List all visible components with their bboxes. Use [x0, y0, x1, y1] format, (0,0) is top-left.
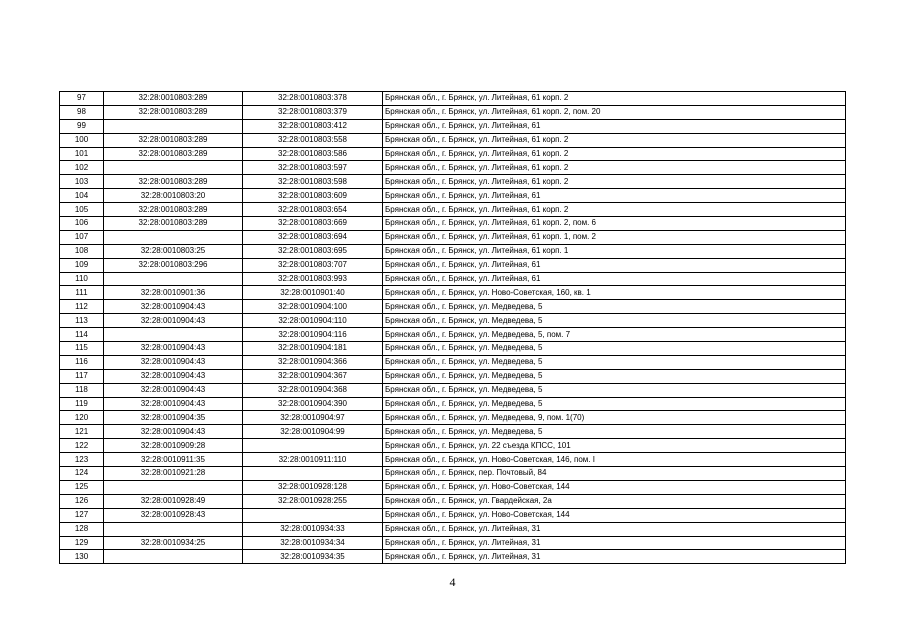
cadastral-number-cell: 32:28:0010904:99 [243, 425, 383, 439]
row-number-cell: 115 [60, 342, 104, 356]
row-number-cell: 105 [60, 203, 104, 217]
table-row [60, 314, 846, 328]
row-number-cell: 101 [60, 147, 104, 161]
table-row [60, 92, 846, 106]
table-row [60, 272, 846, 286]
row-number-cell: 126 [60, 494, 104, 508]
table-row [60, 508, 846, 522]
address-cell: Брянская обл., г. Брянск, ул. Литейная, 61 корп. 2 [383, 147, 846, 161]
parent-cadastral-number-cell: 32:28:0010911:35 [104, 453, 243, 467]
parent-cadastral-number-cell [104, 272, 243, 286]
cadastral-number-cell: 32:28:0010803:586 [243, 147, 383, 161]
parent-cadastral-number-cell: 32:28:0010803:289 [104, 147, 243, 161]
parent-cadastral-number-cell: 32:28:0010904:43 [104, 397, 243, 411]
address-cell: Брянская обл., г. Брянск, ул. 22 съезда КПСС, 101 [383, 439, 846, 453]
cadastral-number-cell: 32:28:0010904:110 [243, 314, 383, 328]
address-cell: Брянская обл., г. Брянск, ул. Медведева, 9, пом. 1(70) [383, 411, 846, 425]
cadastral-number-cell: 32:28:0010928:255 [243, 494, 383, 508]
parent-cadastral-number-cell: 32:28:0010803:289 [104, 133, 243, 147]
table-row [60, 147, 846, 161]
cadastral-number-cell: 32:28:0010904:181 [243, 342, 383, 356]
address-cell: Брянская обл., г. Брянск, ул. Медведева, 5 [383, 397, 846, 411]
address-cell: Брянская обл., г. Брянск, ул. Литейная, 61 корп. 2 [383, 133, 846, 147]
cadastral-number-cell: 32:28:0010904:390 [243, 397, 383, 411]
row-number-cell: 103 [60, 175, 104, 189]
cadastral-number-cell: 32:28:0010803:558 [243, 133, 383, 147]
row-number-cell: 125 [60, 480, 104, 494]
row-number-cell: 113 [60, 314, 104, 328]
address-cell: Брянская обл., г. Брянск, ул. Литейная, 61 корп. 2 [383, 175, 846, 189]
cadastral-number-cell: 32:28:0010904:116 [243, 328, 383, 342]
address-cell: Брянская обл., г. Брянск, ул. Медведева, 5 [383, 342, 846, 356]
table-row [60, 244, 846, 258]
table-row [60, 258, 846, 272]
cadastral-number-cell [243, 467, 383, 481]
table-row [60, 453, 846, 467]
table-row [60, 439, 846, 453]
table-row [60, 494, 846, 508]
cadastral-number-cell: 32:28:0010803:412 [243, 119, 383, 133]
table-row [60, 355, 846, 369]
row-number-cell: 114 [60, 328, 104, 342]
cadastral-number-cell: 32:28:0010901:40 [243, 286, 383, 300]
row-number-cell: 130 [60, 550, 104, 564]
row-number-cell: 127 [60, 508, 104, 522]
table-row [60, 411, 846, 425]
registry-table-body [60, 92, 846, 564]
row-number-cell: 111 [60, 286, 104, 300]
table-row [60, 383, 846, 397]
row-number-cell: 129 [60, 536, 104, 550]
row-number-cell: 119 [60, 397, 104, 411]
table-row [60, 369, 846, 383]
table-row [60, 536, 846, 550]
cadastral-number-cell: 32:28:0010803:597 [243, 161, 383, 175]
cadastral-number-cell: 32:28:0010904:366 [243, 355, 383, 369]
parent-cadastral-number-cell: 32:28:0010904:43 [104, 300, 243, 314]
address-cell: Брянская обл., г. Брянск, ул. Литейная, 61 [383, 272, 846, 286]
cadastral-number-cell: 32:28:0010904:97 [243, 411, 383, 425]
address-cell: Брянская обл., г. Брянск, ул. Медведева, 5, пом. 7 [383, 328, 846, 342]
address-cell: Брянская обл., г. Брянск, ул. Литейная, 31 [383, 536, 846, 550]
cadastral-number-cell: 32:28:0010803:993 [243, 272, 383, 286]
row-number-cell: 107 [60, 230, 104, 244]
address-cell: Брянская обл., г. Брянск, ул. Медведева, 5 [383, 425, 846, 439]
cadastral-number-cell: 32:28:0010803:695 [243, 244, 383, 258]
table-row [60, 161, 846, 175]
address-cell: Брянская обл., г. Брянск, ул. Литейная, 61 [383, 258, 846, 272]
page-number: 4 [449, 575, 456, 589]
cadastral-number-cell: 32:28:0010803:609 [243, 189, 383, 203]
row-number-cell: 98 [60, 105, 104, 119]
parent-cadastral-number-cell [104, 522, 243, 536]
address-cell: Брянская обл., г. Брянск, ул. Литейная, 61 корп. 1, пом. 2 [383, 230, 846, 244]
row-number-cell: 100 [60, 133, 104, 147]
row-number-cell: 102 [60, 161, 104, 175]
row-number-cell: 106 [60, 217, 104, 231]
row-number-cell: 118 [60, 383, 104, 397]
row-number-cell: 124 [60, 467, 104, 481]
row-number-cell: 110 [60, 272, 104, 286]
row-number-cell: 99 [60, 119, 104, 133]
parent-cadastral-number-cell [104, 550, 243, 564]
cadastral-number-cell: 32:28:0010928:128 [243, 480, 383, 494]
cadastral-number-cell: 32:28:0010803:378 [243, 92, 383, 106]
row-number-cell: 108 [60, 244, 104, 258]
row-number-cell: 117 [60, 369, 104, 383]
address-cell: Брянская обл., г. Брянск, ул. Ново-Советская, 160, кв. 1 [383, 286, 846, 300]
parent-cadastral-number-cell: 32:28:0010904:43 [104, 355, 243, 369]
table-row [60, 133, 846, 147]
row-number-cell: 112 [60, 300, 104, 314]
address-cell: Брянская обл., г. Брянск, ул. Медведева, 5 [383, 383, 846, 397]
address-cell: Брянская обл., г. Брянск, ул. Литейная, 61 [383, 189, 846, 203]
address-cell: Брянская обл., г. Брянск, ул. Литейная, 61 корп. 1 [383, 244, 846, 258]
parent-cadastral-number-cell [104, 230, 243, 244]
address-cell: Брянская обл., г. Брянск, пер. Почтовый, 84 [383, 467, 846, 481]
parent-cadastral-number-cell: 32:28:0010803:25 [104, 244, 243, 258]
parent-cadastral-number-cell: 32:28:0010803:289 [104, 217, 243, 231]
row-number-cell: 104 [60, 189, 104, 203]
cadastral-number-cell: 32:28:0010911:110 [243, 453, 383, 467]
table-row [60, 397, 846, 411]
cadastral-number-cell: 32:28:0010904:100 [243, 300, 383, 314]
address-cell: Брянская обл., г. Брянск, ул. Ново-Советская, 144 [383, 480, 846, 494]
cadastral-number-cell: 32:28:0010803:707 [243, 258, 383, 272]
address-cell: Брянская обл., г. Брянск, ул. Ново-Советская, 144 [383, 508, 846, 522]
parent-cadastral-number-cell: 32:28:0010803:289 [104, 92, 243, 106]
address-cell: Брянская обл., г. Брянск, ул. Литейная, 61 корп. 2 [383, 92, 846, 106]
parent-cadastral-number-cell: 32:28:0010904:43 [104, 342, 243, 356]
table-row [60, 189, 846, 203]
parent-cadastral-number-cell: 32:28:0010904:35 [104, 411, 243, 425]
row-number-cell: 128 [60, 522, 104, 536]
registry-table [59, 91, 846, 564]
cadastral-number-cell [243, 439, 383, 453]
table-row [60, 203, 846, 217]
table-row [60, 217, 846, 231]
cadastral-number-cell: 32:28:0010803:598 [243, 175, 383, 189]
address-cell: Брянская обл., г. Брянск, ул. Литейная, 61 корп. 2 [383, 203, 846, 217]
address-cell: Брянская обл., г. Брянск, ул. Медведева, 5 [383, 369, 846, 383]
table-row [60, 105, 846, 119]
parent-cadastral-number-cell [104, 161, 243, 175]
table-row [60, 522, 846, 536]
cadastral-number-cell: 32:28:0010934:35 [243, 550, 383, 564]
address-cell: Брянская обл., г. Брянск, ул. Литейная, 61 корп. 2, пом. 20 [383, 105, 846, 119]
table-row [60, 300, 846, 314]
parent-cadastral-number-cell: 32:28:0010904:43 [104, 369, 243, 383]
row-number-cell: 97 [60, 92, 104, 106]
parent-cadastral-number-cell [104, 480, 243, 494]
table-row [60, 286, 846, 300]
address-cell: Брянская обл., г. Брянск, ул. Ново-Советская, 146, пом. I [383, 453, 846, 467]
address-cell: Брянская обл., г. Брянск, ул. Литейная, 31 [383, 522, 846, 536]
parent-cadastral-number-cell: 32:28:0010803:289 [104, 203, 243, 217]
table-row [60, 550, 846, 564]
parent-cadastral-number-cell [104, 119, 243, 133]
parent-cadastral-number-cell: 32:28:0010928:43 [104, 508, 243, 522]
parent-cadastral-number-cell [104, 328, 243, 342]
parent-cadastral-number-cell: 32:28:0010803:296 [104, 258, 243, 272]
parent-cadastral-number-cell: 32:28:0010909:28 [104, 439, 243, 453]
row-number-cell: 120 [60, 411, 104, 425]
address-cell: Брянская обл., г. Брянск, ул. Литейная, 61 корп. 2 [383, 161, 846, 175]
parent-cadastral-number-cell: 32:28:0010934:25 [104, 536, 243, 550]
table-row [60, 175, 846, 189]
table-row [60, 467, 846, 481]
parent-cadastral-number-cell: 32:28:0010803:289 [104, 175, 243, 189]
parent-cadastral-number-cell: 32:28:0010928:49 [104, 494, 243, 508]
parent-cadastral-number-cell: 32:28:0010904:43 [104, 425, 243, 439]
cadastral-number-cell: 32:28:0010904:368 [243, 383, 383, 397]
parent-cadastral-number-cell: 32:28:0010803:289 [104, 105, 243, 119]
table-row [60, 480, 846, 494]
address-cell: Брянская обл., г. Брянск, ул. Медведева, 5 [383, 355, 846, 369]
parent-cadastral-number-cell: 32:28:0010904:43 [104, 314, 243, 328]
row-number-cell: 109 [60, 258, 104, 272]
cadastral-number-cell: 32:28:0010904:367 [243, 369, 383, 383]
cadastral-number-cell: 32:28:0010803:654 [243, 203, 383, 217]
row-number-cell: 123 [60, 453, 104, 467]
table-row [60, 230, 846, 244]
table-row [60, 119, 846, 133]
table-row [60, 342, 846, 356]
table-row [60, 425, 846, 439]
cadastral-number-cell: 32:28:0010803:694 [243, 230, 383, 244]
parent-cadastral-number-cell: 32:28:0010901:36 [104, 286, 243, 300]
row-number-cell: 122 [60, 439, 104, 453]
row-number-cell: 121 [60, 425, 104, 439]
address-cell: Брянская обл., г. Брянск, ул. Медведева, 5 [383, 314, 846, 328]
table-row [60, 328, 846, 342]
cadastral-number-cell [243, 508, 383, 522]
parent-cadastral-number-cell: 32:28:0010803:20 [104, 189, 243, 203]
cadastral-number-cell: 32:28:0010934:33 [243, 522, 383, 536]
parent-cadastral-number-cell: 32:28:0010921:28 [104, 467, 243, 481]
address-cell: Брянская обл., г. Брянск, ул. Литейная, 61 [383, 119, 846, 133]
address-cell: Брянская обл., г. Брянск, ул. Медведева, 5 [383, 300, 846, 314]
cadastral-number-cell: 32:28:0010934:34 [243, 536, 383, 550]
row-number-cell: 116 [60, 355, 104, 369]
address-cell: Брянская обл., г. Брянск, ул. Гвардейская, 2а [383, 494, 846, 508]
cadastral-number-cell: 32:28:0010803:379 [243, 105, 383, 119]
address-cell: Брянская обл., г. Брянск, ул. Литейная, 31 [383, 550, 846, 564]
parent-cadastral-number-cell: 32:28:0010904:43 [104, 383, 243, 397]
cadastral-number-cell: 32:28:0010803:669 [243, 217, 383, 231]
address-cell: Брянская обл., г. Брянск, ул. Литейная, 61 корп. 2, пом. 6 [383, 217, 846, 231]
